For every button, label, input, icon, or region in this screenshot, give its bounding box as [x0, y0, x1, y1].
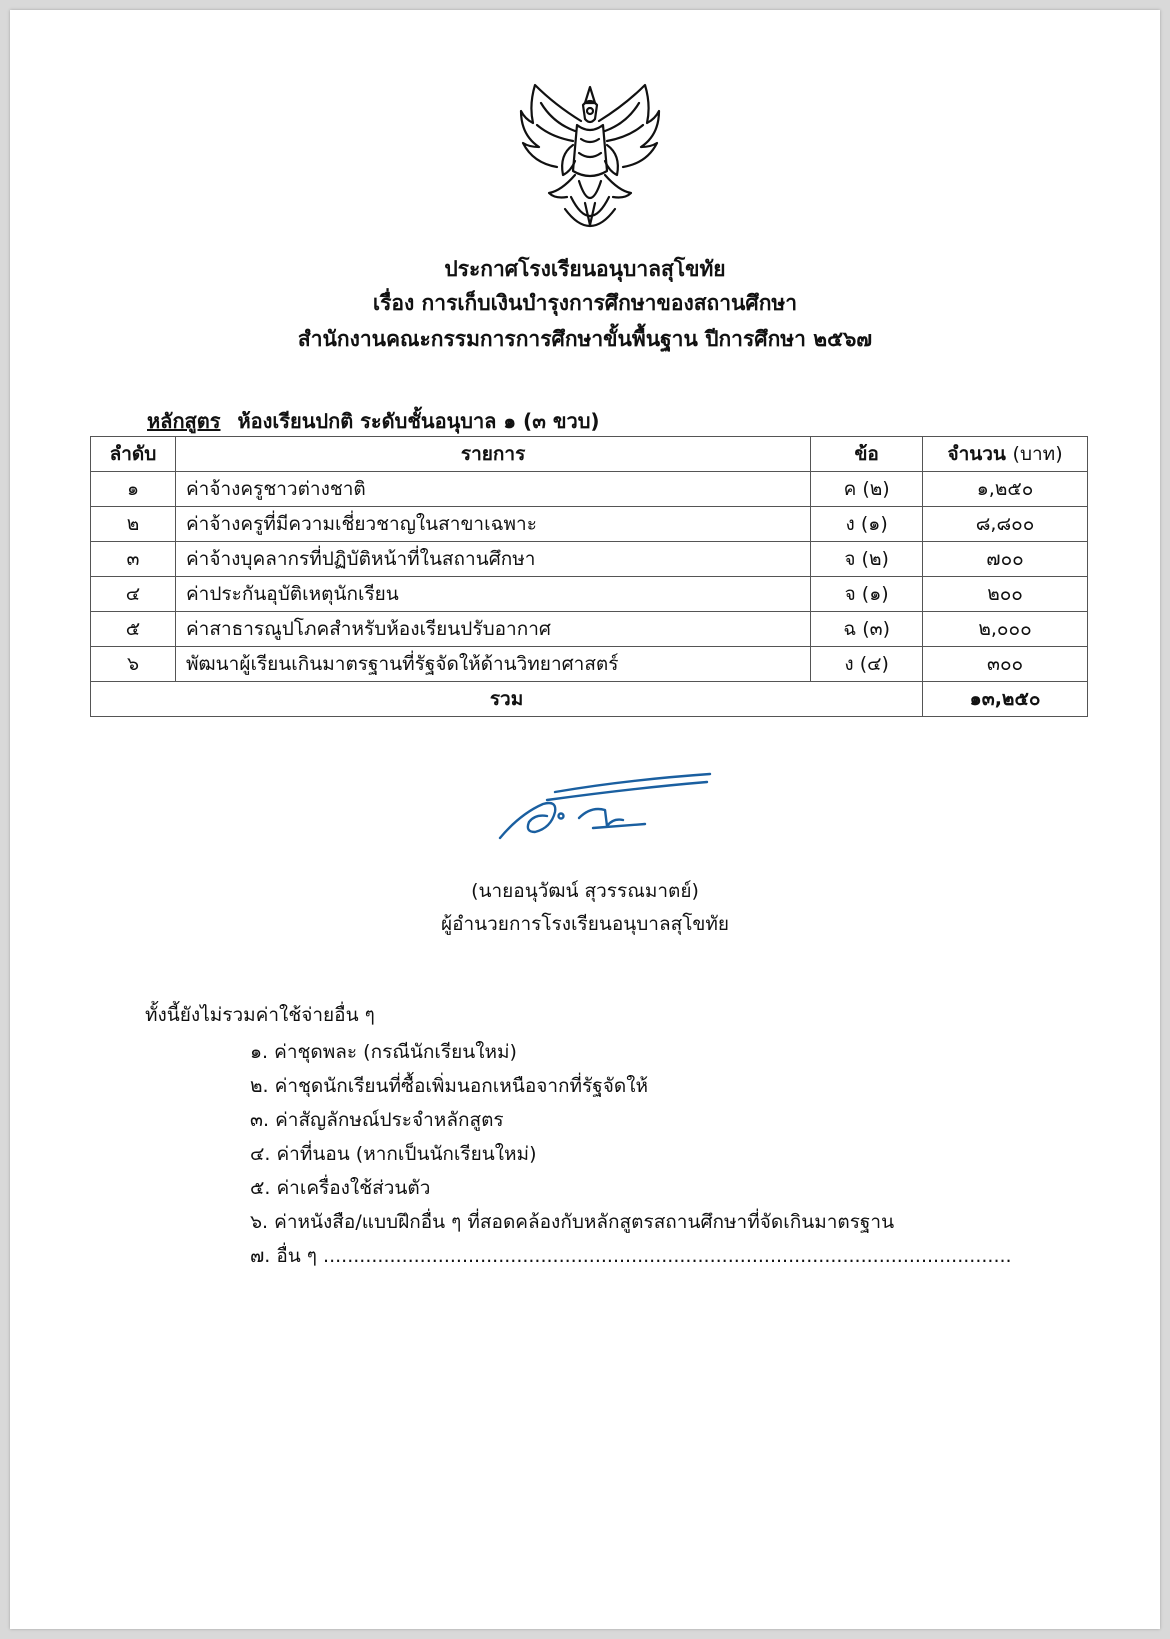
row-no: ๖	[91, 647, 176, 682]
header-amount-unit: (บาท)	[1012, 443, 1063, 465]
table-total-row	[91, 682, 1088, 717]
total-label: รวม	[91, 682, 923, 717]
row-amount: ๘,๘๐๐	[923, 507, 1088, 542]
row-amount: ๗๐๐	[923, 542, 1088, 577]
table-row	[91, 542, 1088, 577]
total-amount: ๑๓,๒๕๐	[923, 682, 1088, 717]
row-amount: ๑,๒๕๐	[923, 472, 1088, 507]
list-item: ๔. ค่าที่นอน (หากเป็นนักเรียนใหม่)	[250, 1143, 537, 1165]
row-no: ๒	[91, 507, 176, 542]
course-label: หลักสูตร	[147, 409, 221, 433]
row-clause: จ (๒)	[811, 542, 923, 577]
table-row	[91, 472, 1088, 507]
document-page	[10, 10, 1160, 1629]
course-line	[147, 405, 600, 437]
list-item: ๗. อื่น ๆ ..................................................................................................................	[250, 1245, 1012, 1267]
course-value: ห้องเรียนปกติ ระดับชั้นอนุบาล ๑ (๓ ขวบ)	[237, 409, 600, 433]
header-amount	[923, 437, 1088, 472]
signer-name: (นายอนุวัฒน์ สุวรรณมาตย์)	[471, 880, 699, 902]
row-clause: ง (๑)	[811, 507, 923, 542]
table-row	[91, 647, 1088, 682]
row-amount: ๒,๐๐๐	[923, 612, 1088, 647]
row-item: ค่าสาธารณูปโภคสำหรับห้องเรียนปรับอากาศ	[175, 612, 810, 647]
list-item: ๓. ค่าสัญลักษณ์ประจำหลักสูตร	[250, 1109, 504, 1131]
row-amount: ๓๐๐	[923, 647, 1088, 682]
row-no: ๓	[91, 542, 176, 577]
signer-title: ผู้อำนวยการโรงเรียนอนุบาลสุโขทัย	[440, 913, 730, 935]
row-clause: ง (๔)	[811, 647, 923, 682]
table-row	[91, 577, 1088, 612]
row-item: ค่าประกันอุบัติเหตุนักเรียน	[175, 577, 810, 612]
row-item: ค่าจ้างบุคลากรที่ปฏิบัติหน้าที่ในสถานศึกษา	[175, 542, 810, 577]
list-item: ๕. ค่าเครื่องใช้ส่วนตัว	[250, 1177, 431, 1199]
header-no: ลำดับ	[91, 437, 176, 472]
row-clause: จ (๑)	[811, 577, 923, 612]
director-signature	[495, 770, 725, 865]
table-row	[91, 612, 1088, 647]
row-no: ๑	[91, 472, 176, 507]
header-amount-label: จำนวน	[947, 443, 1006, 465]
garuda-emblem	[515, 75, 665, 245]
list-item: ๒. ค่าชุดนักเรียนที่ซื้อเพิ่มนอกเหนือจากที่รัฐจัดให้	[250, 1075, 649, 1097]
table-row	[91, 507, 1088, 542]
row-amount: ๒๐๐	[923, 577, 1088, 612]
row-item: ค่าจ้างครูชาวต่างชาติ	[175, 472, 810, 507]
row-no: ๕	[91, 612, 176, 647]
row-clause: ค (๒)	[811, 472, 923, 507]
row-no: ๔	[91, 577, 176, 612]
row-clause: ฉ (๓)	[811, 612, 923, 647]
announcement-agency-year: สำนักงานคณะกรรมการการศึกษาขั้นพื้นฐาน ปีการศึกษา ๒๕๖๗	[297, 327, 873, 351]
notes-list	[250, 1035, 1012, 1273]
announcement-title: ประกาศโรงเรียนอนุบาลสุโขทัย	[444, 257, 726, 281]
header-item: รายการ	[175, 437, 810, 472]
table-header-row	[91, 437, 1088, 472]
list-item: ๑. ค่าชุดพละ (กรณีนักเรียนใหม่)	[250, 1041, 517, 1063]
row-item: ค่าจ้างครูที่มีความเชี่ยวชาญในสาขาเฉพาะ	[175, 507, 810, 542]
header-clause: ข้อ	[811, 437, 923, 472]
list-item: ๖. ค่าหนังสือ/แบบฝึกอื่น ๆ ที่สอดคล้องกับหลักสูตรสถานศึกษาที่จัดเกินมาตรฐาน	[250, 1211, 895, 1233]
row-item: พัฒนาผู้เรียนเกินมาตรฐานที่รัฐจัดให้ด้านวิทยาศาสตร์	[175, 647, 810, 682]
fee-table	[90, 436, 1088, 717]
notes-title: ทั้งนี้ยังไม่รวมค่าใช้จ่ายอื่น ๆ	[145, 1004, 375, 1026]
announcement-subject: เรื่อง การเก็บเงินบำรุงการศึกษาของสถานศึกษา	[372, 291, 798, 315]
